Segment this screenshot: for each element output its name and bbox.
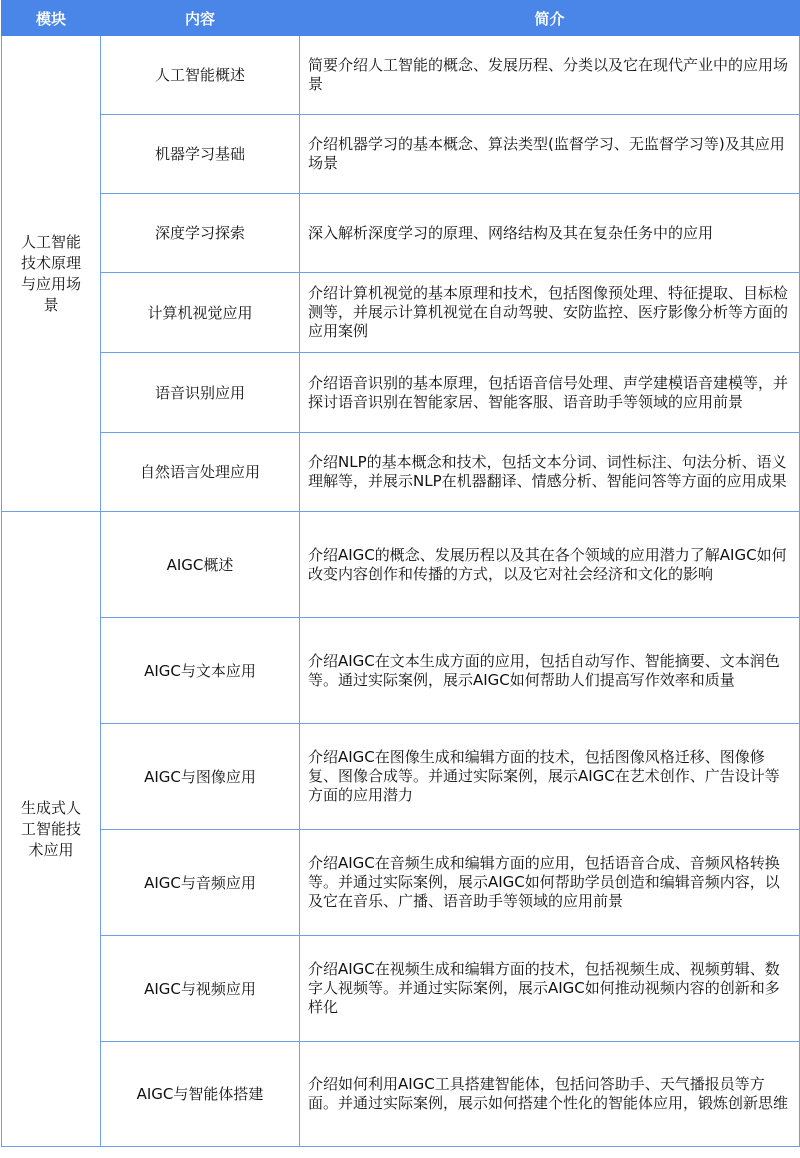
content-cell: AIGC与智能体搭建: [101, 1042, 300, 1147]
intro-cell: 介绍AIGC的概念、发展历程以及其在各个领域的应用潜力了解AIGC如何改变内容创作和传播的方式，以及它对社会经济和文化的影响: [300, 512, 800, 618]
table-row: [2, 936, 800, 1042]
content-cell: AIGC与音频应用: [101, 830, 300, 936]
table-row: [2, 115, 800, 194]
table-row: [2, 830, 800, 936]
content-cell: 机器学习基础: [101, 115, 300, 194]
table-row: [2, 36, 800, 115]
intro-cell: 介绍如何利用AIGC工具搭建智能体，包括问答助手、天气播报员等方面。并通过实际案例，展示如何搭建个性化的智能体应用，锻炼创新思维: [300, 1042, 800, 1147]
content-cell: AIGC与视频应用: [101, 936, 300, 1042]
table-row: [2, 194, 800, 273]
content-cell: AIGC与图像应用: [101, 724, 300, 830]
module-cell: [2, 512, 101, 1147]
intro-cell: 介绍NLP的基本概念和技术，包括文本分词、词性标注、句法分析、语义理解等，并展示NLP在机器翻译、情感分析、智能问答等方面的应用成果: [300, 433, 800, 512]
table-row: [2, 1042, 800, 1147]
intro-cell: 介绍语音识别的基本原理，包括语音信号处理、声学建模语音建模等，并探讨语音识别在智能家居、智能客服、语音助手等领域的应用前景: [300, 353, 800, 433]
table-row: [2, 724, 800, 830]
table-row: [2, 353, 800, 433]
table-row: [2, 512, 800, 618]
header-module: 模块: [2, 1, 101, 36]
module-label: 人工智能技术原理与应用场景: [20, 232, 81, 314]
intro-cell: 介绍机器学习的基本概念、算法类型(监督学习、无监督学习等)及其应用场景: [300, 115, 800, 194]
intro-cell: 简要介绍人工智能的概念、发展历程、分类以及它在现代产业中的应用场景: [300, 36, 800, 115]
intro-cell: 介绍AIGC在音频生成和编辑方面的应用，包括语音合成、音频风格转换等。并通过实际案例，展示AIGC如何帮助学员创造和编辑音频内容，以及它在音乐、广播、语音助手等领域的应用前景: [300, 830, 800, 936]
header-content: 内容: [101, 1, 300, 36]
module-label: 生成式人工智能技术应用: [20, 798, 81, 859]
content-cell: 语音识别应用: [101, 353, 300, 433]
table-row: [2, 273, 800, 353]
header-row: [2, 1, 800, 36]
module-cell: [2, 36, 101, 512]
intro-cell: 介绍AIGC在图像生成和编辑方面的技术，包括图像风格迁移、图像修复、图像合成等。并通过实际案例，展示AIGC在艺术创作、广告设计等方面的应用潜力: [300, 724, 800, 830]
header-intro: 简介: [300, 1, 800, 36]
content-cell: 自然语言处理应用: [101, 433, 300, 512]
intro-cell: 介绍AIGC在文本生成方面的应用，包括自动写作、智能摘要、文本润色等。通过实际案例，展示AIGC如何帮助人们提高写作效率和质量: [300, 618, 800, 724]
content-cell: AIGC概述: [101, 512, 300, 618]
content-cell: 人工智能概述: [101, 36, 300, 115]
table-row: [2, 433, 800, 512]
content-cell: 深度学习探索: [101, 194, 300, 273]
intro-cell: 深入解析深度学习的原理、网络结构及其在复杂任务中的应用: [300, 194, 800, 273]
intro-cell: 介绍计算机视觉的基本原理和技术，包括图像预处理、特征提取、目标检测等，并展示计算机视觉在自动驾驶、安防监控、医疗影像分析等方面的应用案例: [300, 273, 800, 353]
content-cell: AIGC与文本应用: [101, 618, 300, 724]
table-row: [2, 618, 800, 724]
intro-cell: 介绍AIGC在视频生成和编辑方面的技术，包括视频生成、视频剪辑、数字人视频等。并通过实际案例，展示AIGC如何推动视频内容的创新和多样化: [300, 936, 800, 1042]
content-cell: 计算机视觉应用: [101, 273, 300, 353]
course-table: [1, 0, 800, 1147]
